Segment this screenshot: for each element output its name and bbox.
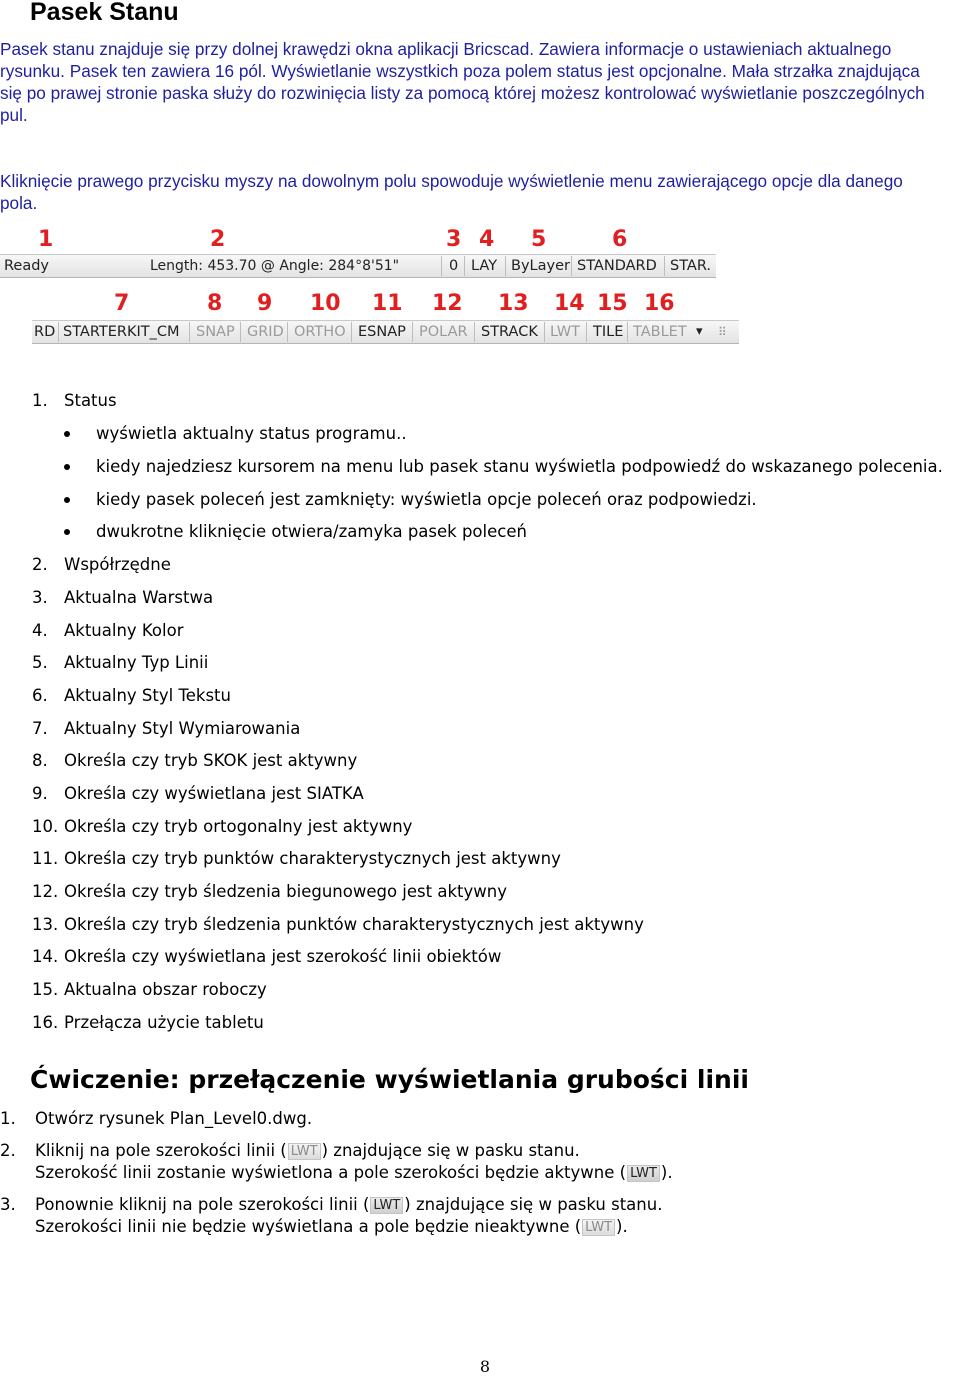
list-number: 15. <box>32 980 59 999</box>
list-item <box>32 914 644 936</box>
list-item <box>32 554 171 576</box>
list-item <box>32 390 117 412</box>
bullet-text: wyświetla aktualny status programu.. <box>96 424 407 443</box>
list-label: Określa czy wyświetlana jest szerokość linii obiektów <box>64 947 502 966</box>
exercise-step-text <box>35 1194 662 1216</box>
step-text-part: Szerokość linii zostanie wyświetlona a pole szerokości będzie aktywne ( <box>35 1163 627 1182</box>
list-label: Aktualna obszar roboczy <box>64 980 267 999</box>
list-label: Określa czy tryb śledzenia biegunowego jest aktywny <box>64 882 507 901</box>
list-label: Określa czy tryb ortogonalny jest aktywny <box>64 817 413 836</box>
step-text-part: ). <box>616 1217 628 1236</box>
list-label: Określa czy tryb punktów charakterystycznych jest aktywny <box>64 849 561 868</box>
list-item <box>32 848 561 870</box>
page-number: 8 <box>479 1357 491 1376</box>
step-text-part: ). <box>660 1163 673 1182</box>
list-label: Określa czy tryb SKOK jest aktywny <box>64 751 358 770</box>
separator <box>412 322 413 342</box>
right-click-paragraph <box>0 170 960 214</box>
exercise-step-text <box>35 1162 673 1184</box>
status-bar-top <box>0 254 716 278</box>
status-bar-bottom <box>32 320 739 344</box>
lwt-toggle[interactable]: LWT <box>550 324 580 340</box>
callout-number: 16 <box>644 291 675 316</box>
list-item <box>32 946 501 968</box>
callout-number: 15 <box>597 291 628 316</box>
list-item <box>32 587 213 609</box>
callout-number: 5 <box>531 227 547 252</box>
list-number: 11. <box>32 849 59 868</box>
step-text-part: ) znajdujące się w pasku stanu. <box>404 1195 663 1214</box>
status-ready[interactable]: Ready <box>4 258 50 274</box>
callout-number: 6 <box>612 227 628 252</box>
status-dimstyle[interactable]: STARTERKIT_CM <box>63 324 180 340</box>
lwt-button-active-image: LWT <box>370 1197 403 1214</box>
exercise-step-text <box>35 1140 580 1162</box>
list-number: 5. <box>32 653 48 672</box>
status-coordinates[interactable]: Length: 453.70 @ Angle: 284°8'51" <box>150 258 400 274</box>
callout-number: 1 <box>38 227 54 252</box>
list-number: 3. <box>32 588 48 607</box>
intro-paragraph <box>0 38 960 126</box>
bullet-text: kiedy pasek poleceń jest zamknięty: wyświetla opcje poleceń oraz podpowiedzi. <box>96 490 757 509</box>
list-number: 13. <box>32 915 59 934</box>
list-number: 16. <box>32 1013 59 1032</box>
intro-line: Pasek stanu znajduje się przy dolnej krawędzi okna aplikacji Bricscad. Zawiera informacje o ustawieniach aktualnego <box>0 39 892 59</box>
list-item <box>32 620 184 642</box>
list-number: 8. <box>32 751 48 770</box>
list-item <box>32 881 507 903</box>
list-item <box>32 750 357 772</box>
tablet-toggle[interactable]: TABLET <box>633 324 687 340</box>
page-title: Pasek Stanu <box>30 0 179 26</box>
intro-line: rysunku. Pasek ten zawiera 16 pól. Wyświetlanie wszystkich poza polem status jest opcjonalne. Mała strzałka znajdująca <box>0 61 920 81</box>
list-label: Przełącza użycie tabletu <box>64 1013 264 1032</box>
list-number: 10. <box>32 817 59 836</box>
intro-line: pul. <box>0 105 28 125</box>
list-label: Aktualny Kolor <box>64 621 184 640</box>
list-number: 2. <box>32 555 48 574</box>
ortho-toggle[interactable]: ORTHO <box>294 324 346 340</box>
callout-number: 13 <box>498 291 529 316</box>
list-number: 6. <box>32 686 48 705</box>
intro-line: się po prawej stronie paska służy do rozwinięcia listy za pomocą której możesz kontrolować wyświetlanie poszczególnych <box>0 83 925 103</box>
list-label: Współrzędne <box>64 555 171 574</box>
bullet-dot <box>64 464 70 470</box>
chevron-down-icon[interactable]: ▾ <box>696 324 703 339</box>
exercise-step-text: Otwórz rysunek Plan_Level0.dwg. <box>35 1109 313 1128</box>
callout-number: 3 <box>446 227 462 252</box>
list-label: Określa czy tryb śledzenia punktów charakterystycznych jest aktywny <box>64 915 644 934</box>
step-text-part: Ponownie kliknij na pole szerokości linii ( <box>35 1195 370 1214</box>
callout-number: 7 <box>114 291 130 316</box>
callout-number: 2 <box>210 227 226 252</box>
separator <box>58 322 59 342</box>
grid-toggle[interactable]: GRID <box>247 324 284 340</box>
tile-toggle[interactable]: TILE <box>593 324 624 340</box>
list-item <box>32 979 267 1001</box>
bullet-text: dwukrotne kliknięcie otwiera/zamyka pasek poleceń <box>96 522 527 541</box>
list-label: Status <box>64 391 117 410</box>
right-click-line: Kliknięcie prawego przycisku myszy na dowolnym polu spowoduje wyświetlenie menu zawierającego opcje dla danego <box>0 171 903 191</box>
separator <box>351 322 352 342</box>
separator <box>571 256 572 276</box>
step-text-part: ) znajdujące się w pasku stanu. <box>321 1141 580 1160</box>
status-zero[interactable]: 0 <box>449 258 459 274</box>
bullet-dot <box>64 497 70 503</box>
list-label: Aktualna Warstwa <box>64 588 214 607</box>
exercise-step-text <box>35 1216 628 1238</box>
list-item <box>32 685 231 707</box>
list-number: 14. <box>32 947 59 966</box>
callout-number: 10 <box>310 291 341 316</box>
separator <box>586 322 587 342</box>
list-number: 7. <box>32 719 48 738</box>
polar-toggle[interactable]: POLAR <box>419 324 468 340</box>
snap-toggle[interactable]: SNAP <box>196 324 235 340</box>
lwt-button-image: LWT <box>288 1143 321 1160</box>
status-partial-field[interactable]: RD <box>34 324 56 340</box>
resize-grip-icon[interactable]: ⠿ <box>718 325 727 339</box>
list-item <box>32 718 300 740</box>
list-label: Aktualny Typ Linii <box>64 653 209 672</box>
status-layer[interactable]: LAY <box>471 258 498 274</box>
exercise-step-number: 2. <box>0 1141 16 1160</box>
status-text-style[interactable]: STANDARD <box>577 258 657 274</box>
list-label: Aktualny Styl Wymiarowania <box>64 719 301 738</box>
right-click-line: pola. <box>0 193 38 213</box>
separator <box>544 322 545 342</box>
separator <box>664 256 665 276</box>
bullet-dot <box>64 431 70 437</box>
separator <box>441 256 442 276</box>
strack-toggle[interactable]: STRACK <box>481 324 538 340</box>
callout-number: 8 <box>207 291 223 316</box>
lwt-button-image: LWT <box>582 1219 615 1236</box>
separator <box>240 322 241 342</box>
list-item <box>32 1012 264 1034</box>
separator <box>627 322 628 342</box>
list-number: 9. <box>32 784 48 803</box>
lwt-button-active-image: LWT <box>627 1165 660 1182</box>
step-text-part: Szerokości linii nie będzie wyświetlana a pole będzie nieaktywne ( <box>35 1217 582 1236</box>
list-item <box>32 652 208 674</box>
list-item <box>32 783 364 805</box>
callout-number: 4 <box>479 227 495 252</box>
separator <box>505 256 506 276</box>
exercise-step-number: 1. <box>0 1109 16 1128</box>
separator <box>464 256 465 276</box>
esnap-toggle[interactable]: ESNAP <box>358 324 406 340</box>
callout-number: 9 <box>257 291 273 316</box>
bullet-dot <box>64 529 70 535</box>
status-color[interactable]: ByLayer <box>511 258 570 274</box>
list-number: 4. <box>32 621 48 640</box>
step-text-part: Kliknij na pole szerokości linii ( <box>35 1141 287 1160</box>
list-label: Aktualny Styl Tekstu <box>64 686 231 705</box>
separator <box>189 322 190 342</box>
list-item <box>32 816 412 838</box>
exercise-step-number: 3. <box>0 1195 16 1214</box>
list-number: 12. <box>32 882 59 901</box>
bullet-text: kiedy najedziesz kursorem na menu lub pasek stanu wyświetla podpowiedź do wskazanego polecenia. <box>96 457 943 476</box>
status-dim-style[interactable]: STAR. <box>670 258 712 274</box>
callout-number: 14 <box>554 291 585 316</box>
list-label: Określa czy wyświetlana jest SIATKA <box>64 784 364 803</box>
list-number: 1. <box>32 391 48 410</box>
separator <box>474 322 475 342</box>
callout-number: 11 <box>372 291 403 316</box>
callout-number: 12 <box>432 291 463 316</box>
exercise-title: Ćwiczenie: przełączenie wyświetlania grubości linii <box>30 1065 749 1094</box>
separator <box>287 322 288 342</box>
